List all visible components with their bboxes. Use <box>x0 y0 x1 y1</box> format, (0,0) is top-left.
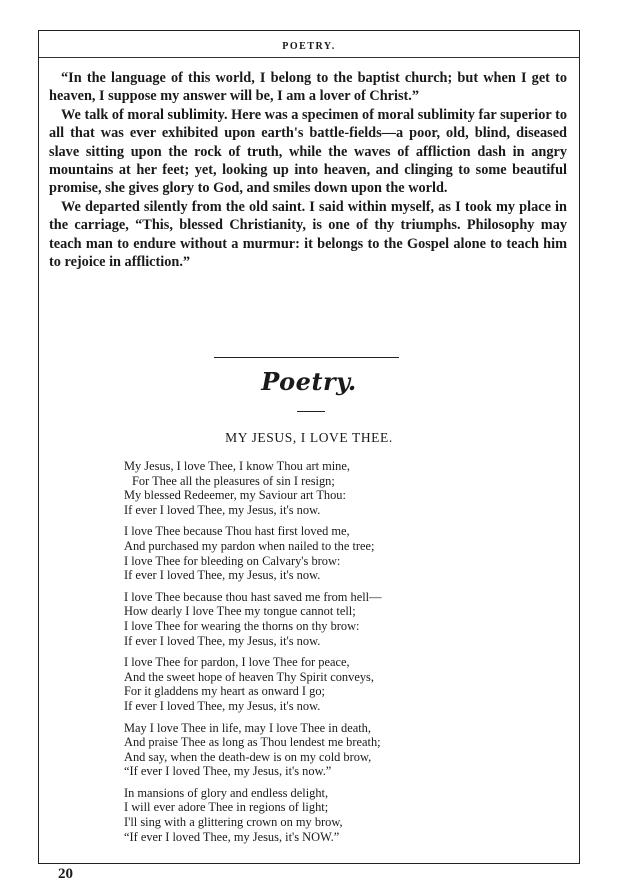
section-title: Poetry. <box>261 367 357 396</box>
poem-line: And say, when the death-dew is on my cold brow, <box>124 749 372 764</box>
poem-line: I will ever adore Thee in regions of light; <box>124 800 329 815</box>
stanza <box>124 655 381 713</box>
poem-line: May I love Thee in life, may I love Thee in death, <box>124 720 371 735</box>
paragraph: We departed silently from the old saint. I said within myself, as I took my place in the carriage, “This, blessed Christianity, is one of thy triumphs. Philosophy may teach man to endure without a murmur: it belongs to the Gospel alone to teach him to rejoice in affliction.” <box>49 198 567 271</box>
poem-line: I love Thee for pardon, I love Thee for peace, <box>124 655 350 670</box>
poem-line: If ever I loved Thee, my Jesus, it's now. <box>124 502 321 517</box>
prose-block <box>49 69 567 271</box>
poem-line: And purchased my pardon when nailed to the tree; <box>124 538 375 553</box>
poem-line: In mansions of glory and endless delight, <box>124 785 329 800</box>
stanza <box>124 786 381 844</box>
stanza <box>124 590 381 648</box>
poem-title: MY JESUS, I LOVE THEE. <box>225 430 393 445</box>
poem-line: If ever I loved Thee, my Jesus, it's now. <box>124 698 321 713</box>
poem-line: My blessed Redeemer, my Saviour art Thou: <box>124 488 346 503</box>
stanza <box>124 721 381 779</box>
stanza <box>124 524 381 582</box>
page-frame <box>38 30 580 864</box>
poem-line: How dearly I love Thee my tongue cannot tell; <box>124 604 356 619</box>
poem-line: If ever I loved Thee, my Jesus, it's now. <box>124 633 321 648</box>
running-head: POETRY. <box>282 41 336 52</box>
page-number: 20 <box>58 866 73 882</box>
header-rule <box>39 57 579 58</box>
stanza <box>124 459 381 517</box>
poem-line: If ever I loved Thee, my Jesus, it's now. <box>124 568 321 583</box>
paragraph: “In the language of this world, I belong to the baptist church; but when I get to heaven, I suppose my answer will be, I am a lover of Christ.” <box>49 70 567 105</box>
title-rule <box>297 411 325 412</box>
section-divider <box>214 357 399 358</box>
poem-line: My Jesus, I love Thee, I know Thou art mine, <box>124 459 350 473</box>
poem-line: I love Thee because thou hast saved me from hell— <box>124 589 382 604</box>
poem-line: For it gladdens my heart as onward I go; <box>124 684 325 699</box>
poem-line: And praise Thee as long as Thou lendest me breath; <box>124 735 381 750</box>
poem-line: I love Thee for wearing the thorns on thy brow: <box>124 618 360 633</box>
poem-line: I'll sing with a glittering crown on my brow, <box>124 815 343 830</box>
poem-line: And the sweet hope of heaven Thy Spirit conveys, <box>124 669 374 684</box>
poem-line: I love Thee for bleeding on Calvary's brow: <box>124 553 341 568</box>
poem-line: For Thee all the pleasures of sin I resign; <box>132 473 335 488</box>
paragraph: We talk of moral sublimity. Here was a specimen of moral sublimity far superior to all that was ever exhibited upon earth's battle-fields—a poor, old, blind, diseased slave sitting upon the rock of truth, while the waves of affliction dash in angry mountains at her feet; yet, looking up into heaven, and clinging to some beautiful promise, she gives glory to God, and smiles down upon the world. <box>49 106 567 197</box>
poem <box>124 459 381 851</box>
poem-line: “If ever I loved Thee, my Jesus, it's now.” <box>124 764 332 779</box>
poem-line: “If ever I loved Thee, my Jesus, it's NOW.” <box>124 829 340 844</box>
poem-line: I love Thee because Thou hast first loved me, <box>124 524 350 539</box>
